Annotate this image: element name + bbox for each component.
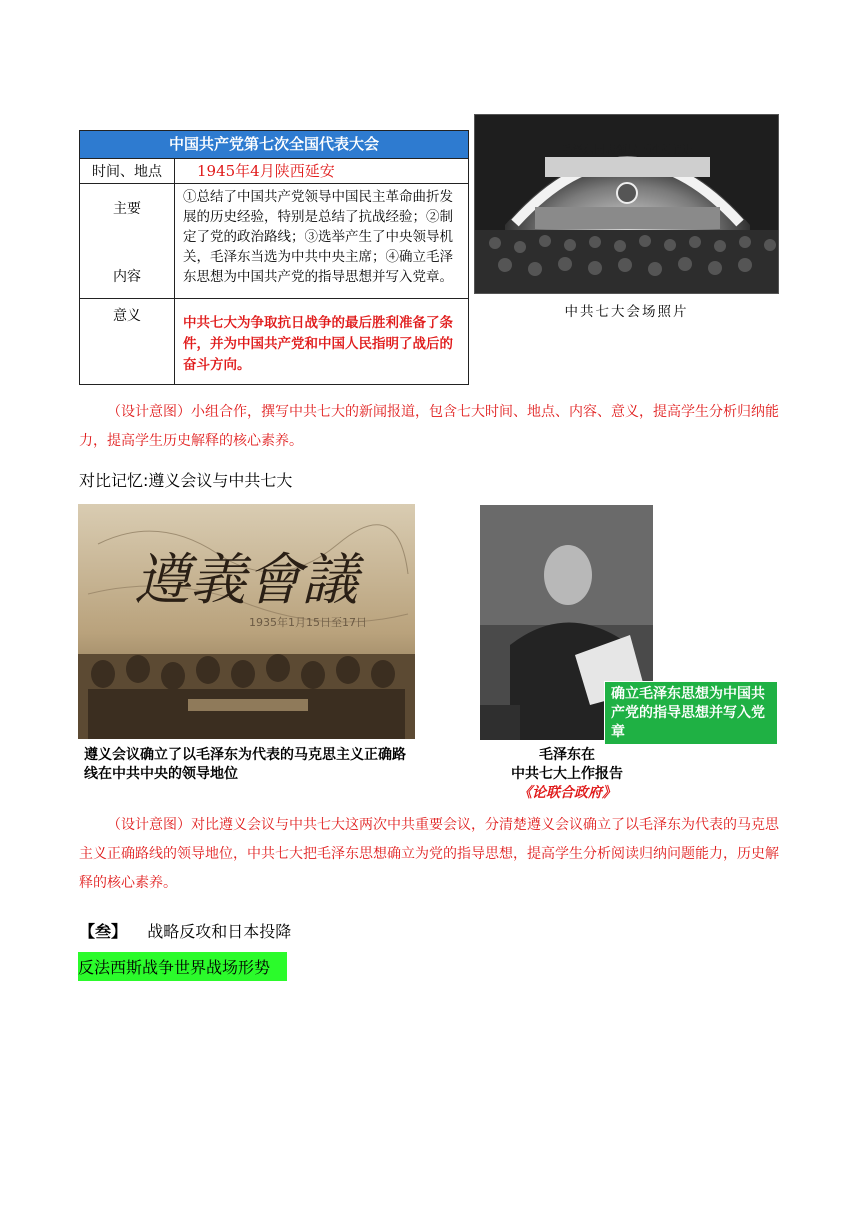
hall-photo-caption: 中共七大会场照片 — [564, 304, 689, 320]
time-value: 1945年4月陕西延安 — [197, 162, 335, 180]
congress-summary-table — [79, 130, 469, 385]
mao-caption-line-3: 《论联合政府》 — [518, 785, 616, 801]
table-title: 中国共产党第七次全国代表大会 — [80, 131, 468, 159]
compare-heading: 对比记忆:遵义会议与中共七大 — [79, 471, 293, 490]
mao-caption-line-1: 毛泽东在 — [539, 747, 595, 763]
content-label: 主要 内容 — [80, 184, 175, 298]
time-label: 时间、地点 — [80, 159, 175, 183]
mao-photo-caption — [480, 746, 654, 803]
zunyi-calligraphy: 遵義會議 — [134, 548, 358, 613]
design-intent-paragraph-2: （设计意图）对比遵义会议与中共七大这两次中共重要会议，分清楚遵义会议确立了以毛泽东为代表的马克思主义正确路线的领导地位，中共七大把毛泽东思想确立为党的指导思想，提高学生分析阅读归纳问题能力，历史解释的核心素养。 — [79, 817, 779, 891]
congress-hall-photo — [474, 114, 779, 294]
meaning-value: 中共七大为争取抗日战争的最后胜利准备了条件，并为中国共产党和中国人民指明了战后的奋斗方向。 — [183, 315, 453, 373]
section-title: 战略反攻和日本投降 — [147, 922, 292, 941]
zunyi-meeting-photo — [78, 504, 415, 739]
highlighted-subheading: 反法西斯战争世界战场形势 — [78, 952, 287, 981]
zunyi-photo-image — [78, 504, 415, 739]
section-heading — [79, 919, 291, 942]
meaning-label: 意义 — [80, 299, 175, 385]
zunyi-date-stamp: 1935年1月15日至17日 — [249, 616, 367, 629]
mao-caption-line-2: 中共七大上作报告 — [511, 766, 623, 782]
hall-photo-image — [475, 115, 779, 294]
design-intent-paragraph-1: （设计意图）小组合作，撰写中共七大的新闻报道，包含七大时间、地点、内容、意义，提高学生分析归纳能力，提高学生历史解释的核心素养。 — [79, 404, 779, 449]
mao-thought-callout: 确立毛泽东思想为中国共产党的指导思想并写入党章 — [604, 681, 778, 745]
zunyi-photo-caption: 遵义会议确立了以毛泽东为代表的马克思主义正确路线在中共中央的领导地位 — [84, 747, 406, 782]
section-bracket: 【叁】 — [79, 922, 128, 941]
table-row-meaning — [80, 299, 468, 385]
hall-banner-text: 毛泽东同志领导下胜利前进 — [561, 143, 693, 156]
table-row-time — [80, 159, 468, 184]
content-value: ①总结了中国共产党领导中国民主革命曲折发展的历史经验，特别是总结了抗战经验；②制定了党的政治路线；③选举产生了中央领导机关，毛泽东当选为中共中央主席；④确立毛泽东思想为中国共产党的指导思想并写入党章。 — [183, 189, 453, 285]
table-row-content — [80, 184, 468, 299]
